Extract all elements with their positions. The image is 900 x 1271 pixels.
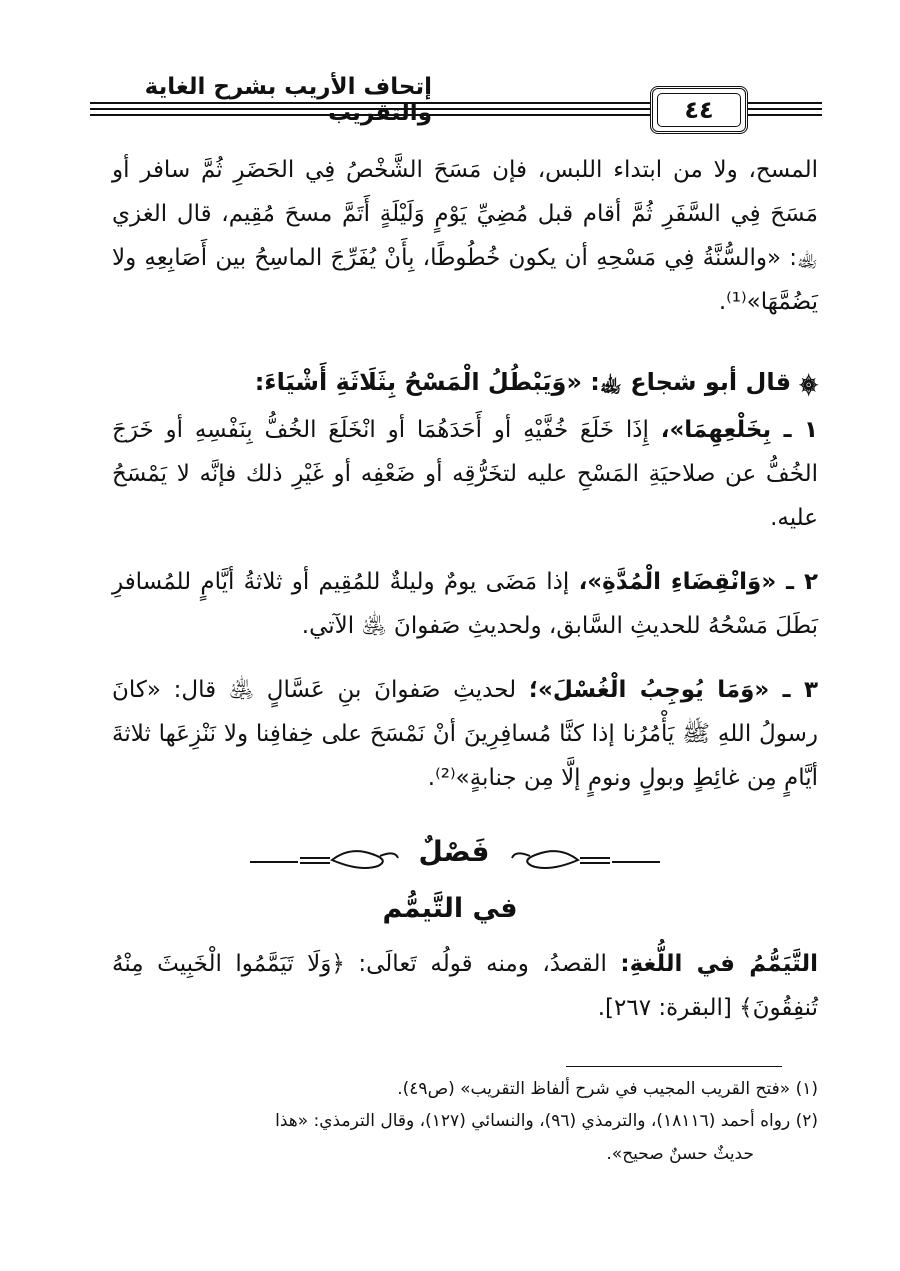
footnote-2-continuation: حديثٌ حسنٌ صحيح». [606, 1144, 754, 1164]
matn-phrase: ٣ ـ «وَمَا يُوجِبُ الْغُسْلَ»؛ [528, 677, 818, 703]
paragraph [112, 560, 818, 648]
paragraph-text: إِذَا خَلَعَ خُفَّيْهِ أو أَحَدَهُمَا أو انْخَلَعَ الخُفُّ بِنَفْسِهِ أو خَرَجَ الخُفُّ عن صلاحيَةِ المَسْحِ عليه لتخَرُّقِه أو ضَعْفِه أو غَيْرِ ذلك فإنَّه لا يَمْسَحُ عليه. [112, 417, 818, 531]
footnote-1: (١) «فتح القريب المجيب في شرح ألفاظ التقريب» (ص٤٩). [397, 1079, 818, 1099]
matn-phrase: ١ ـ بِخَلْعِهِمَا»، [660, 417, 819, 443]
matn-phrase: ٢ ـ «وَانْقِضَاءِ الْمُدَّةِ»، [578, 569, 818, 595]
running-header-title: إتحاف الأريب بشرح الغاية والتقريب [144, 74, 432, 126]
page-number-frame [650, 86, 748, 134]
paragraph [112, 668, 818, 800]
matn-heading: ۞ قال أبو شجاع ﵀: «وَيَبْطُلُ الْمَسْحُ بِثَلَاثَةِ أَشْيَاءَ: [254, 368, 818, 396]
footnote-separator [566, 1066, 782, 1067]
paragraph-text: إذا مَضَى يومٌ وليلةٌ للمُقِيم أو ثلاثةُ أيَّامٍ للمُسافرِ بَطَلَ مَسْحُهُ للحديثِ السَّابق، ولحديثِ صَفوانَ ﵁ الآتي. [112, 569, 818, 639]
definition-term: التَّيَمُّمُ في اللُّغةِ: [620, 951, 818, 977]
paragraph [112, 408, 818, 540]
page-number: ٤٤ [657, 93, 741, 127]
paragraph [112, 942, 818, 1030]
paragraph-text: القصدُ، ومنه قولُه تَعالَى: ﴿وَلَا تَيَمَّمُوا الْخَبِيثَ مِنْهُ تُنفِقُونَ﴾ [البقرة: ٢٦٧]. [112, 951, 818, 1021]
paragraph-text: لحديثِ صَفوانَ بنِ عَسَّالٍ ﵁ قال: «كانَ رسولُ اللهِ ﷺ يَأْمُرُنا إذا كنَّا مُسافِرِينَ أنْ نَمْسَحَ على خِفافِنا ولا نَنْزِعَها ثلاثةَ أيَّامٍ مِن غائِطٍ وبولٍ ونومٍ إلَّا مِن جنابةٍ»⁽²⁾. [112, 677, 818, 791]
paragraph: المسح، ولا من ابتداء اللبس، فإن مَسَحَ الشَّخْصُ فِي الحَضَرِ ثُمَّ سافر أو مَسَحَ فِي السَّفَرِ ثُمَّ أقام قبل مُضِيِّ يَوْمٍ وَلَيْلَةٍ أَتَمَّ مسحَ مُقِيم، قال الغزي ﵀: «والسُّنَّةُ فِي مَسْحِهِ أن يكون خُطُوطًا، بِأَنْ يُفَرِّجَ الماسِحُ بين أَصَابِعِهِ ولا يَضُمَّهَا»⁽¹⁾. [112, 157, 818, 315]
section-title: في التَّيمُّم [382, 893, 518, 924]
footnote-2: (٢) رواه أحمد (١٨١١٦)، والترمذي (٩٦)، والنسائي (١٢٧)، وقال الترمذي: «هذا [275, 1111, 818, 1131]
section-label: فَصْلٌ [418, 835, 490, 868]
